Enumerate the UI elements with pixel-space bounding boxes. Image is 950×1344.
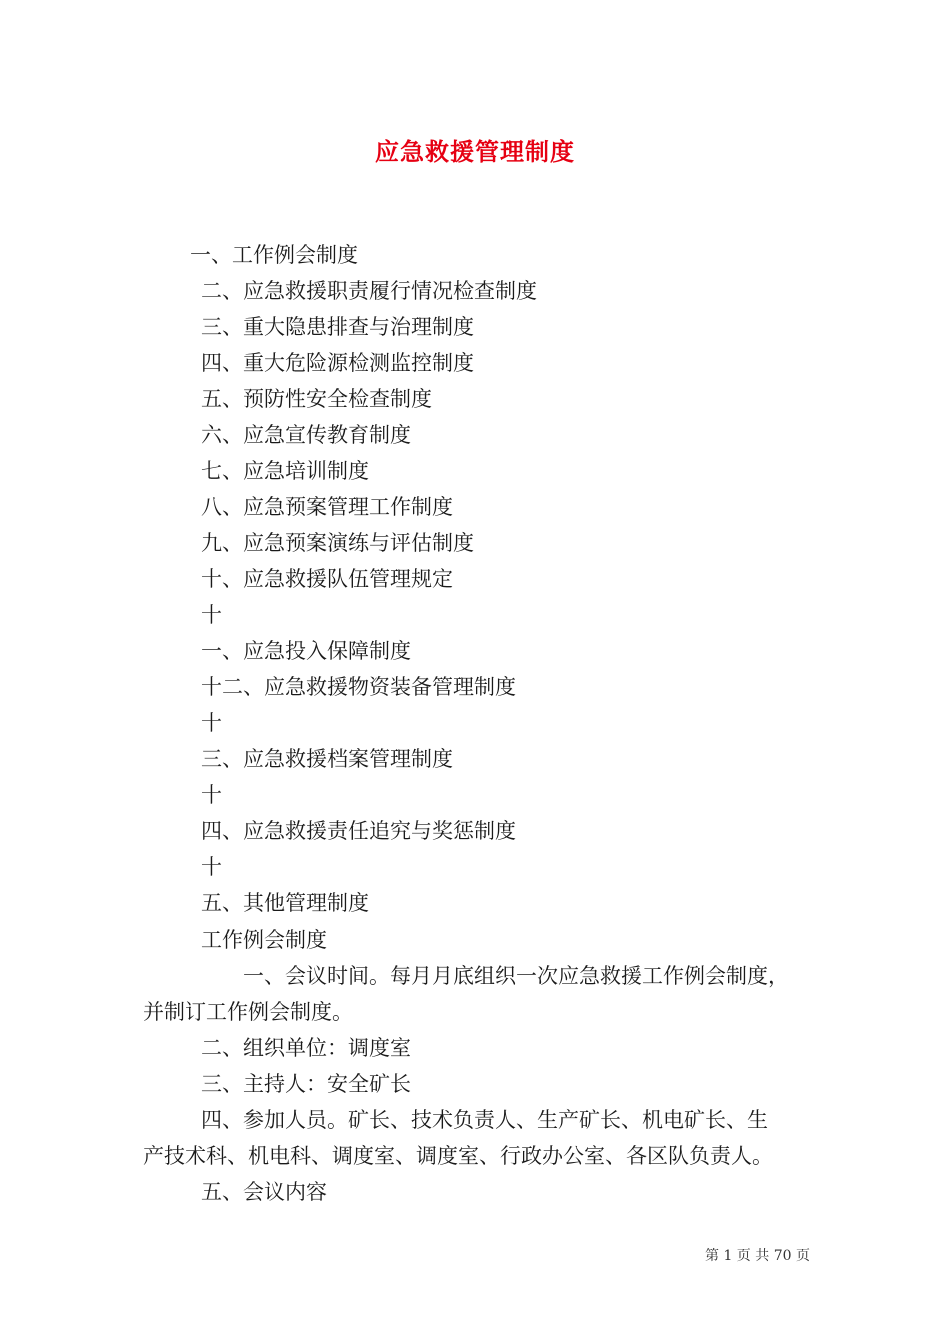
toc-item: 三、应急救援档案管理制度 [201,747,453,771]
document-title: 应急救援管理制度 [375,137,575,166]
toc-item: 十、应急救援队伍管理规定 [201,567,453,591]
toc-item: 七、应急培训制度 [201,459,369,483]
body-paragraph-line: 三、主持人：安全矿长 [201,1072,411,1096]
toc-item: 五、预防性安全检查制度 [201,387,432,411]
toc-item: 四、重大危险源检测监控制度 [201,351,474,375]
body-paragraph-line: 四、参加人员。矿长、技术负责人、生产矿长、机电矿长、生 [201,1108,768,1132]
section-heading: 工作例会制度 [201,928,327,952]
toc-item: 三、重大隐患排查与治理制度 [201,315,474,339]
toc-item: 十 [201,711,222,735]
toc-item: 一、工作例会制度 [190,243,358,267]
body-paragraph-line: 产技术科、机电科、调度室、调度室、行政办公室、各区队负责人。 [143,1144,773,1168]
toc-item: 六、应急宣传教育制度 [201,423,411,447]
toc-item: 十 [201,603,222,627]
body-paragraph-line: 二、组织单位：调度室 [201,1036,411,1060]
toc-item: 五、其他管理制度 [201,891,369,915]
page-number: 第 1 页 共 70 页 [705,1248,810,1264]
toc-item: 四、应急救援责任追究与奖惩制度 [201,819,516,843]
toc-item: 十二、应急救援物资装备管理制度 [201,675,516,699]
toc-item: 二、应急救援职责履行情况检查制度 [201,279,537,303]
toc-item: 十 [201,783,222,807]
toc-item: 一、应急投入保障制度 [201,639,411,663]
body-paragraph-line: 并制订工作例会制度。 [143,1000,353,1024]
toc-item: 八、应急预案管理工作制度 [201,495,453,519]
body-paragraph-line: 五、会议内容 [201,1180,327,1204]
toc-item: 十 [201,855,222,879]
toc-item: 九、应急预案演练与评估制度 [201,531,474,555]
body-paragraph-line: 一、会议时间。每月月底组织一次应急救援工作例会制度， [243,964,789,988]
